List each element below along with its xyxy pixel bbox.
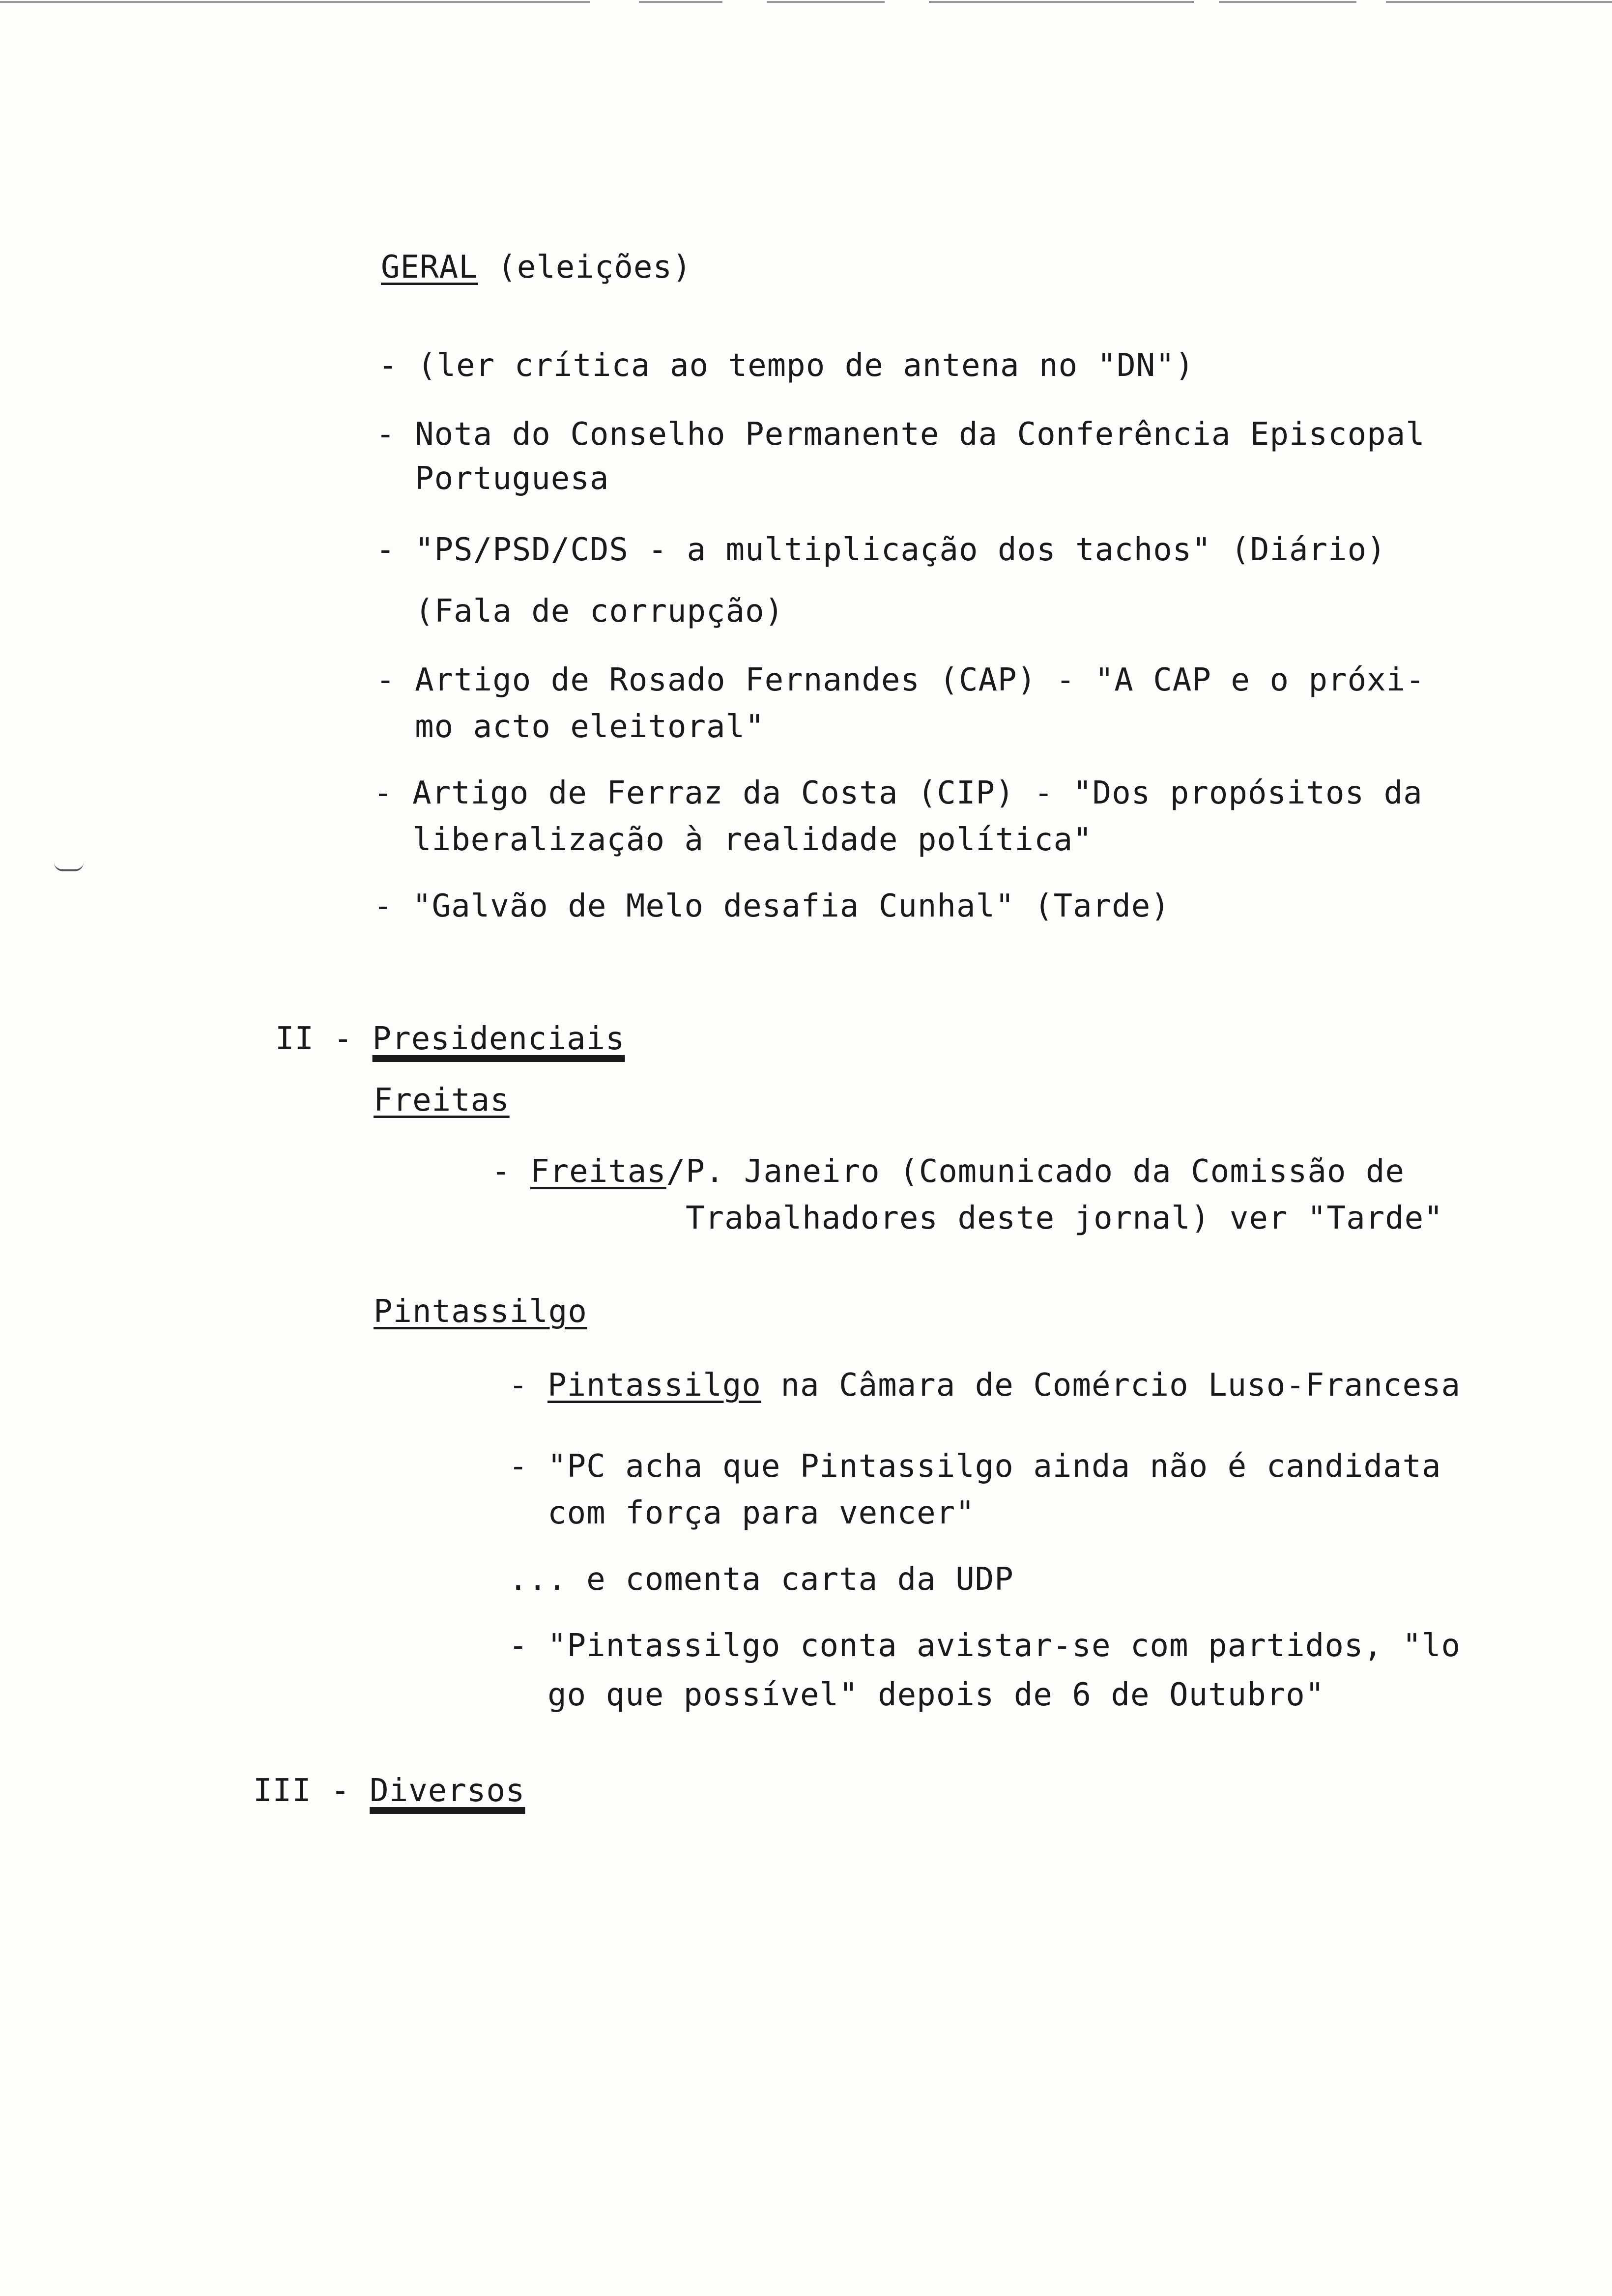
pintassilgo-item-1-prefix: - bbox=[509, 1367, 548, 1404]
geral-item-4: - Artigo de Rosado Fernandes (CAP) - "A CAP e o próxi- bbox=[376, 662, 1425, 698]
geral-item-2-cont: Portuguesa bbox=[376, 460, 609, 497]
pintassilgo-item-2-cont: com força para vencer" bbox=[509, 1495, 975, 1531]
diversos-heading: Diversos bbox=[370, 1773, 525, 1809]
diversos-numeral: III - bbox=[253, 1773, 370, 1809]
geral-item-3-cont: (Fala de corrupção) bbox=[376, 593, 784, 630]
pintassilgo-subheading-line bbox=[374, 1292, 587, 1331]
freitas-item-cont: Trabalhadores deste jornal) ver "Tarde" bbox=[686, 1200, 1443, 1236]
diversos-heading-line bbox=[253, 1772, 525, 1810]
pintassilgo-item-1-underlined: Pintassilgo bbox=[547, 1367, 761, 1404]
pintassilgo-item-4-cont: go que possível" depois de 6 de Outubro" bbox=[509, 1677, 1325, 1713]
pintassilgo-item-1-rest: na Câmara de Comércio Luso-Francesa bbox=[761, 1367, 1461, 1404]
geral-item-4-cont: mo acto eleitoral" bbox=[376, 709, 765, 745]
freitas-subheading: Freitas bbox=[374, 1082, 510, 1119]
margin-mark bbox=[54, 862, 84, 871]
presidenciais-heading: Presidenciais bbox=[372, 1021, 625, 1057]
geral-heading-line bbox=[381, 248, 692, 287]
geral-item-6: - "Galvão de Melo desafia Cunhal" (Tarde) bbox=[374, 888, 1170, 924]
freitas-item-prefix: - bbox=[491, 1153, 531, 1190]
freitas-subheading-line bbox=[374, 1081, 510, 1119]
geral-item-3: - "PS/PSD/CDS - a multiplicação dos tachos" (Diário) bbox=[376, 532, 1386, 568]
geral-item-5-cont: liberalização à realidade política" bbox=[374, 822, 1093, 858]
freitas-item bbox=[491, 1152, 1405, 1191]
pintassilgo-item-4: - "Pintassilgo conta avistar-se com partidos, "lo bbox=[509, 1628, 1461, 1664]
scan-edge bbox=[0, 0, 1612, 5]
presidenciais-heading-line bbox=[275, 1020, 625, 1058]
pintassilgo-item-1 bbox=[509, 1366, 1461, 1405]
pintassilgo-item-2: - "PC acha que Pintassilgo ainda não é candidata bbox=[509, 1448, 1441, 1485]
geral-heading: GERAL bbox=[381, 249, 478, 286]
geral-item-1: - (ler crítica ao tempo de antena no "DN") bbox=[378, 347, 1195, 384]
geral-item-2: - Nota do Conselho Permanente da Conferência Episcopal bbox=[376, 416, 1425, 453]
pintassilgo-subheading: Pintassilgo bbox=[374, 1293, 587, 1330]
geral-heading-suffix: (eleições) bbox=[478, 249, 692, 286]
freitas-item-rest: /P. Janeiro (Comunicado da Comissão de bbox=[666, 1153, 1405, 1190]
geral-item-5: - Artigo de Ferraz da Costa (CIP) - "Dos propósitos da bbox=[374, 775, 1423, 811]
pintassilgo-item-3: ... e comenta carta da UDP bbox=[509, 1561, 1014, 1598]
presidenciais-numeral: II - bbox=[275, 1021, 373, 1057]
freitas-item-underlined: Freitas bbox=[530, 1153, 666, 1190]
